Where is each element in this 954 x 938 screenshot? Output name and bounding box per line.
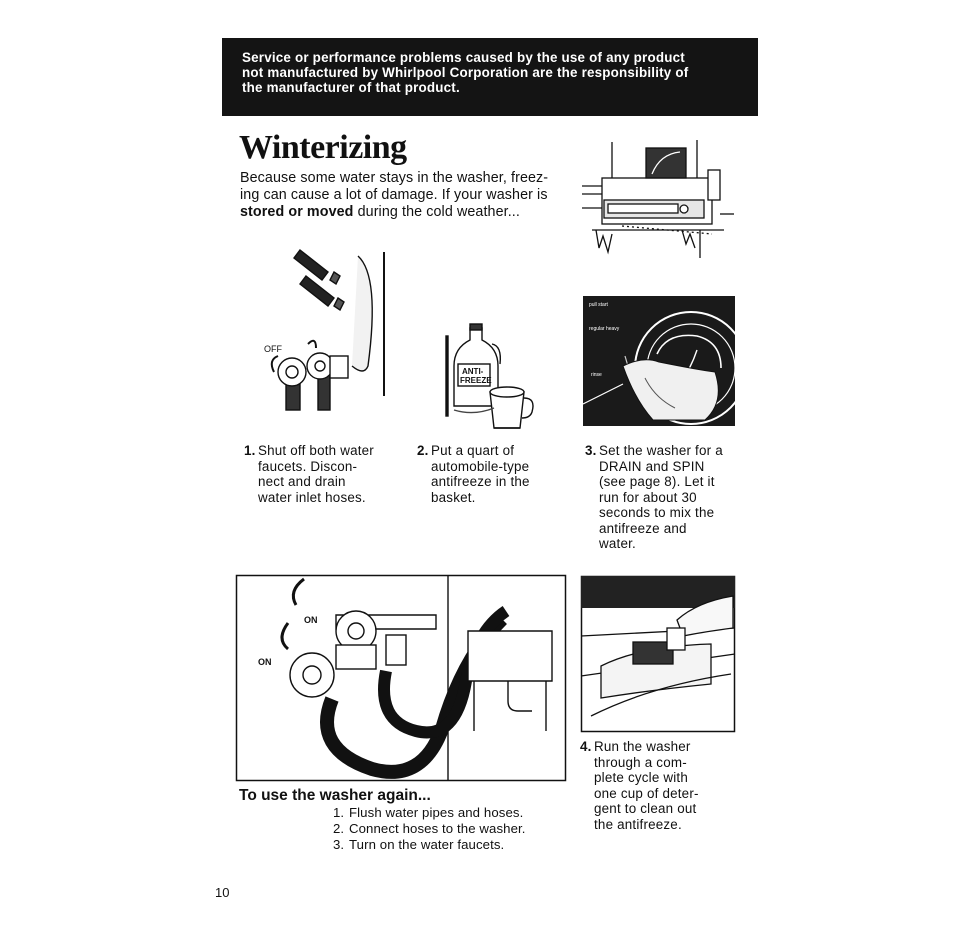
step-3-line-3: (see page 8). Let it [599,474,715,489]
step-1-line-4: water inlet hoses. [258,489,366,505]
dial-label-rinse: rinse [591,372,602,378]
faucets-off-illustration [258,246,388,424]
step-4-line-2: through a com- [594,754,687,770]
step-3-line-5: seconds to mix the [599,505,715,520]
step-2 [417,443,530,505]
intro-line-3-rest: during the cold weather... [353,204,520,220]
step-2-line-3: antifreeze in the [431,474,530,489]
step-2-line-4: basket. [431,489,476,505]
frozen-washer-illustration [582,134,734,262]
intro-bold-phrase: stored or moved [240,204,354,220]
faucet-on-label-1: ON [304,615,318,625]
step-1-line-3: nect and drain [258,474,346,489]
intro-line-2: ing can cause a lot of damage. If your washer is [240,187,548,203]
use-again-heading: To use the washer again... [239,787,431,804]
step-4-line-6: the antifreeze. [594,816,682,832]
faucet-on-label-2: ON [258,657,272,667]
step-3-line-6: antifreeze and [599,520,687,536]
step-4 [580,739,699,832]
use-again-item-1: 1. Flush water pipes and hoses. [333,805,524,820]
warning-banner [222,38,758,116]
step-3-line-7: water. [599,536,636,551]
step-3 [585,443,723,552]
step-3-number: 3. [585,443,597,458]
use-again-list [333,805,526,853]
use-again-item-2: 2. Connect hoses to the washer. [333,821,526,836]
control-dial-illustration [583,296,735,426]
dial-label-pull-start: pull start [589,302,608,308]
banner-line-1: Service or performance problems caused by the use of any product [242,50,685,65]
antifreeze-illustration [440,322,550,440]
step-1-line-2: faucets. Discon- [258,458,358,474]
banner-line-2: not manufactured by Whirlpool Corporation are the responsibility of [242,65,689,80]
faucets-on-illustration [236,575,566,781]
antifreeze-label-2: FREEZE [460,376,492,385]
dial-label-regular: regular heavy [589,326,620,332]
intro-line-1: Because some water stays in the washer, freez- [240,170,549,186]
step-2-line-2: automobile-type [431,458,530,474]
step-4-line-3: plete cycle with [594,770,688,785]
step-3-line-1: Set the washer for a [599,443,723,458]
page-title: Winterizing [239,129,407,166]
step-3-line-2: DRAIN and SPIN [599,458,705,474]
step-3-line-4: run for about 30 [599,489,697,505]
step-4-number: 4. [580,739,592,754]
step-4-line-5: gent to clean out [594,801,697,816]
step-1-line-1: Shut off both water [258,443,374,458]
faucet-off-label: OFF [264,344,282,354]
step-2-line-1: Put a quart of [431,443,515,458]
use-again-item-3: 3. Turn on the water faucets. [333,837,505,852]
intro-paragraph [240,170,570,221]
step-1 [244,443,374,505]
detergent-illustration [581,576,735,732]
page-number: 10 [215,885,230,900]
step-4-line-4: one cup of deter- [594,785,699,801]
step-4-line-1: Run the washer [594,739,691,754]
step-1-number: 1. [244,443,256,458]
banner-line-3: the manufacturer of that product. [242,80,460,95]
antifreeze-label-1: ANTI- [462,367,484,376]
intro-line-3 [240,204,570,221]
step-2-number: 2. [417,443,429,458]
